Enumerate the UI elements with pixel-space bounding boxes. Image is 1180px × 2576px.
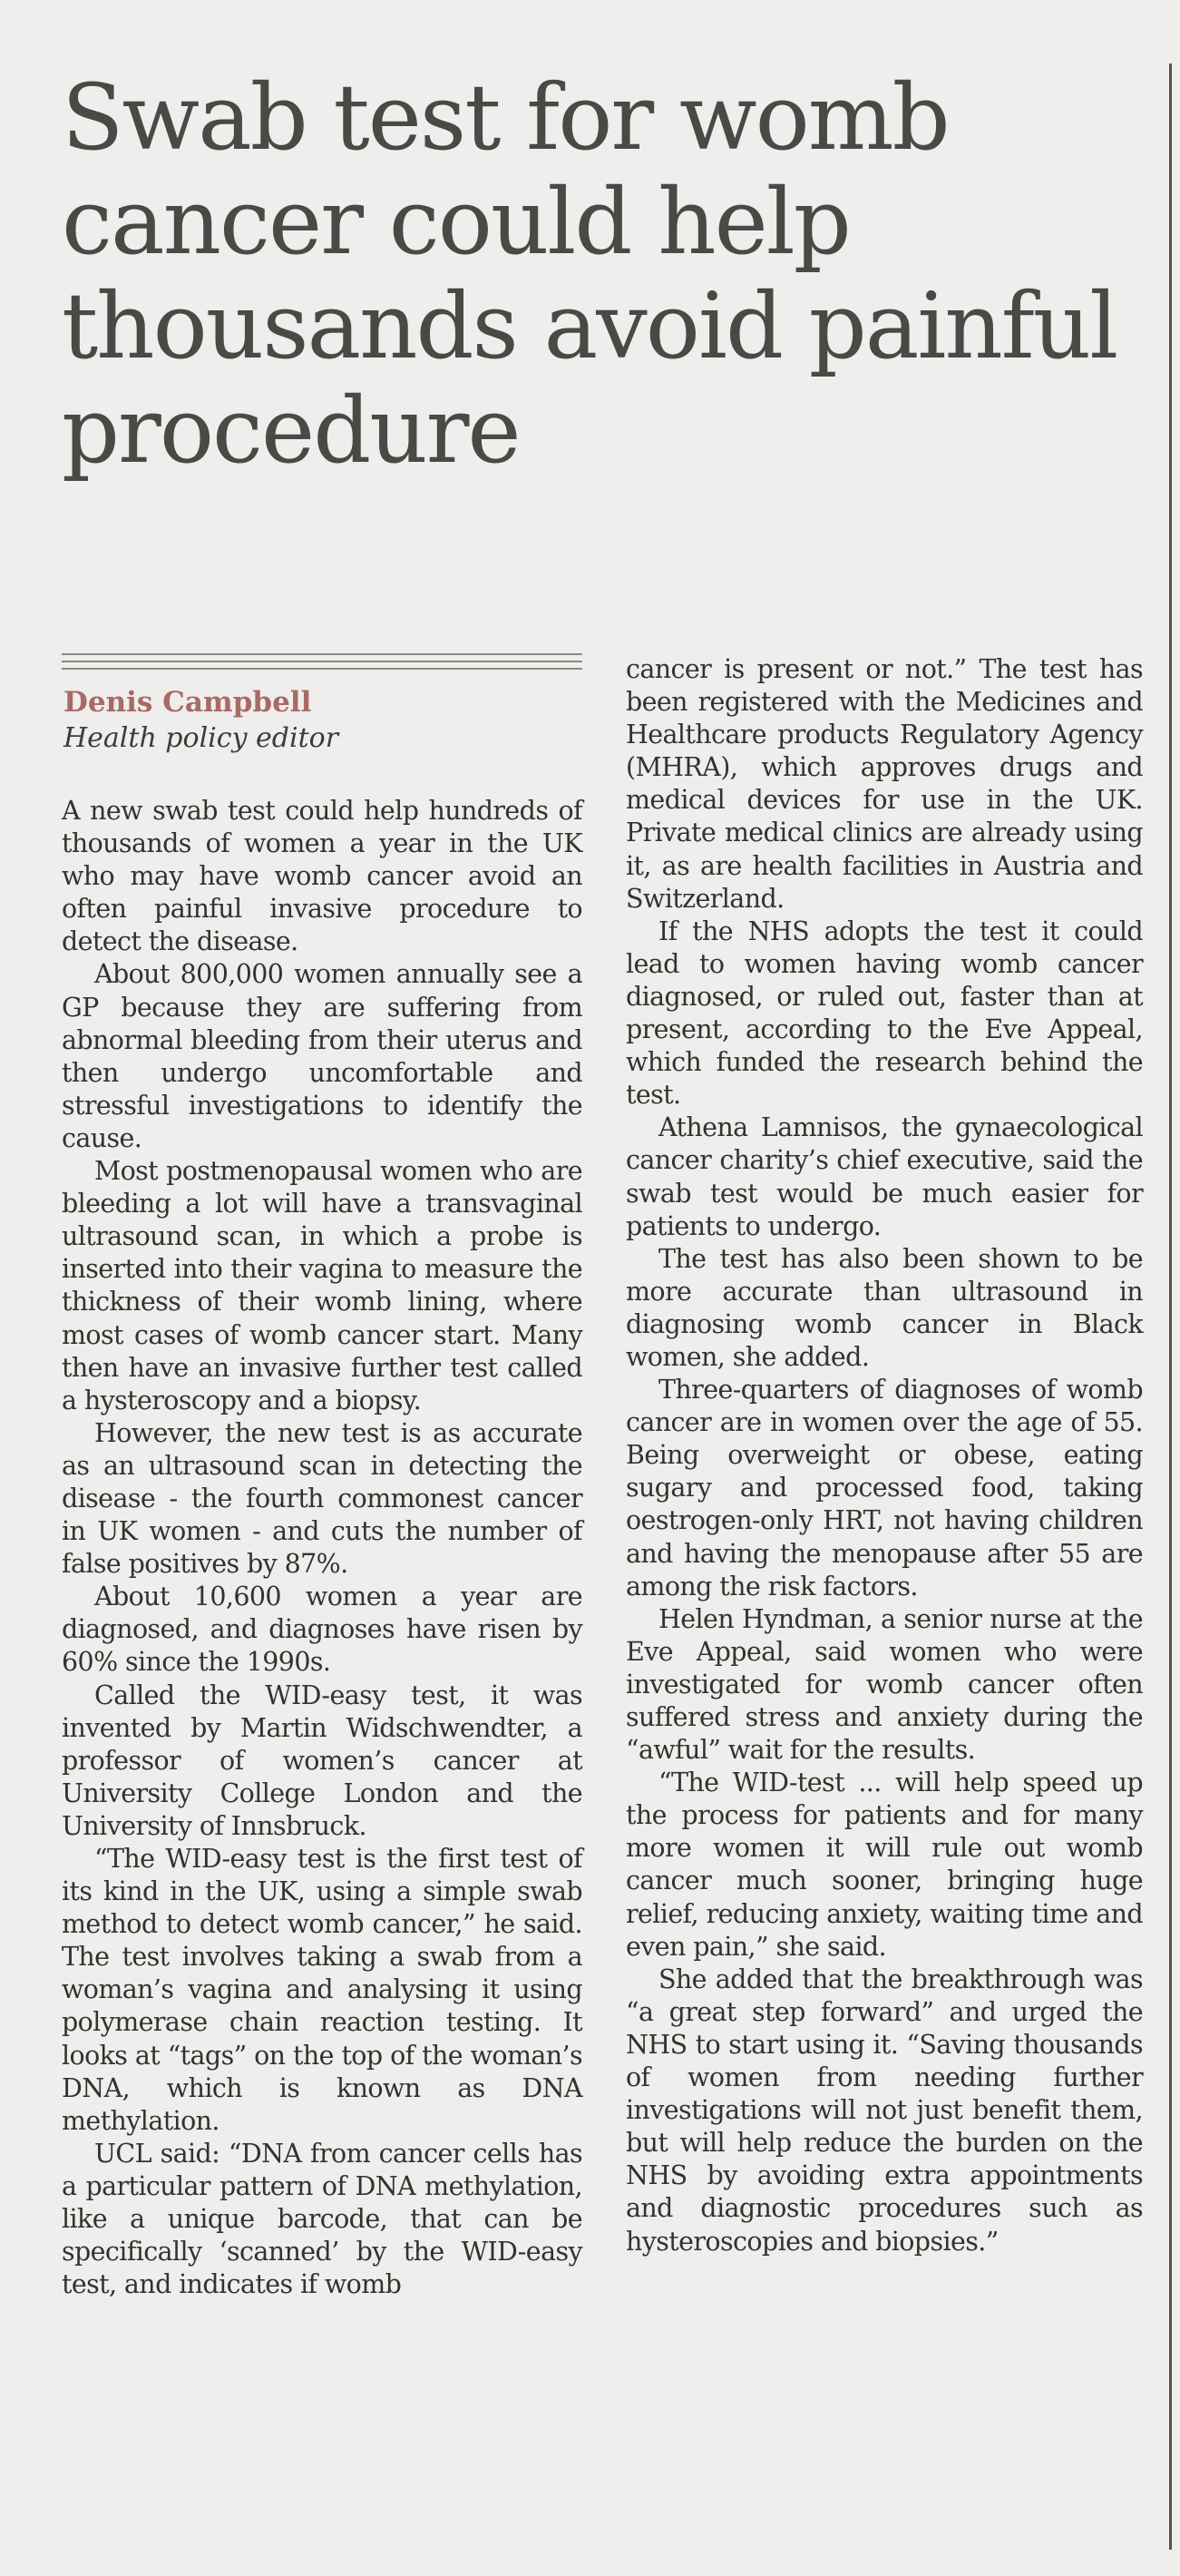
author-role: Health policy editor — [63, 722, 339, 754]
paragraph: About 10,600 women a year are diagnosed, and diagnoses have risen by 60% since the 1990s. — [62, 1582, 582, 1678]
paragraph: She added that the breakthrough was “a great step forward” and urged the NHS to start using it. “Saving thousands of women from needing further investigations will not just benefit them, but will help reduce the burden on the NHS by avoiding extra appointments and diagnostic procedures such as hysteroscopies and biopsies.” — [626, 1964, 1143, 2257]
byline-rules — [62, 653, 582, 675]
paragraph: “The WID-test ... will help speed up the process for patients and for many more women it will rule out womb cancer much sooner, bringing huge relief, reducing anxiety, waiting time and even pain,” she said. — [626, 1768, 1143, 1962]
paragraph: Athena Lamnisos, the gynaecological cancer charity’s chief executive, said the swab test would be much easier for patients to undergo. — [626, 1112, 1143, 1241]
paragraph: Helen Hyndman, a senior nurse at the Eve Appeal, said women who were investigated for womb cancer often suffered stress and anxiety during the “awful” wait for the results. — [626, 1603, 1143, 1766]
paragraph: The test has also been shown to be more accurate than ultrasound in diagnosing womb cancer in Black women, she added. — [626, 1243, 1143, 1372]
paragraph: Most postmenopausal women who are bleeding a lot will have a transvaginal ultrasound scan, in which a probe is inserted into their vagina to measure the thickness of their womb lining, where most cases of womb cancer start. Many then have an invasive further test called a hysteroscopy and a biopsy. — [62, 1156, 582, 1415]
paragraph: UCL said: “DNA from cancer cells has a particular pattern of DNA methylation, like a unique barcode, that can be specifically ‘scanned’ by the WID-easy test, and indicates if womb — [62, 2138, 582, 2300]
article-headline: Swab test for womb cancer could help thousands avoid painful procedure — [62, 64, 1117, 484]
column-rule — [1169, 64, 1172, 2550]
paragraph: If the NHS adopts the test it could lead to women having womb cancer diagnosed, or ruled out, faster than at present, according to the Eve Appeal, which funded the research behind the test. — [626, 916, 1143, 1111]
paragraph: However, the new test is as accurate as an ultrasound scan in detecting the disease - the fourth commonest cancer in UK women - and cuts the number of false positives by 87%. — [62, 1417, 582, 1580]
article-column-right — [626, 653, 1143, 2258]
paragraph: A new swab test could help hundreds of thousands of women a year in the UK who may have womb cancer avoid an often painful invasive procedure to detect the disease. — [62, 796, 582, 957]
paragraph: cancer is present or not.” The test has been registered with the Medicines and Healthcare products Regulatory Agency (MHRA), which approves drugs and medical devices for use in the UK. Private medical clinics are already using it, as are health facilities in Austria and Switzerland. — [626, 654, 1143, 914]
article-column-left — [62, 795, 582, 2301]
paragraph: About 800,000 women annually see a GP because they are suffering from abnormal bleeding from their uterus and then undergo uncomfortable and stressful investigations to identify the cause. — [62, 959, 582, 1153]
author-name: Denis Campbell — [63, 686, 312, 719]
paragraph: “The WID-easy test is the first test of its kind in the UK, using a simple swab method to detect womb cancer,” he said. The test involves taking a swab from a woman’s vagina and analysing it using polymerase chain reaction testing. It looks at “tags” on the top of the woman’s DNA, which is known as DNA methylation. — [62, 1844, 582, 2136]
paragraph: Called the WID-easy test, it was invented by Martin Widschwendter, a professor of women’s cancer at University College London and the University of Innsbruck. — [62, 1680, 582, 1841]
paragraph: Three-quarters of diagnoses of womb cancer are in women over the age of 55. Being overweight or obese, eating sugary and processed food, taking oestrogen-only HRT, not having children and having the menopause after 55 are among the risk factors. — [626, 1375, 1143, 1601]
